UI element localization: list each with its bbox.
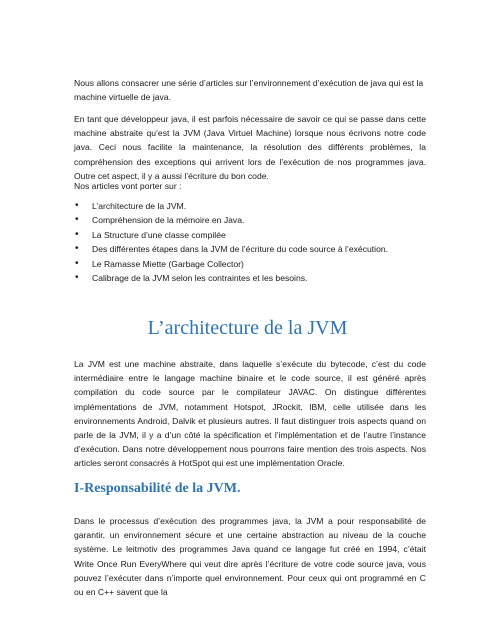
- list-item: • La Structure d’une classe compilée: [74, 228, 434, 242]
- intro-detail-paragraph: En tant que développeur java, il est parfois nécessaire de savoir ce qui se passe dans cette machine abstraite qu’est la JVM (Java Virtuel Machine) lorsque nous écrivons notre code java. Ceci nous facilite la maintenance, la résolution des différents problèmes, la compréhension des exceptions qui arrivent lors de l’exécution de nos programmes java. Outre cet aspect, il y a aussi l’écriture du bon code.: [74, 114, 426, 181]
- architecture-paragraph: La JVM est une machine abstraite, dans laquelle s’exécute du bytecode, c’est du code intermédiaire entre le langage machine binaire et le code source, il est généré après compilation du code source par le compilateur JAVAC. On distingue différentes implémentations de JVM, notamment Hotspot, JRockit, IBM, celle utilisée dans les environnements Android, Dalvik et plusieurs autres. Il faut distinguer trois aspects quand on parle de la JVM, il y a d’un côté la spécification et l’implémentation et de l’autre l’instance d’exécution. Dans notre développement nous pourrons faire mention des trois aspects. Nos articles seront consacrés à HotSpot qui est une implémentation Oracle.: [74, 359, 426, 469]
- list-item: • Le Ramasse Miette (Garbage Collector): [74, 257, 434, 271]
- list-item: • Des différentes étapes dans la JVM de l’écriture du code source à l’exécution.: [74, 242, 434, 256]
- intro-paragraph: Nous allons consacrer une série d’articles sur l’environnement d’exécution de java qui est la machine virtuelle de java.: [74, 78, 424, 103]
- section-heading-architecture: L’architecture de la JVM: [147, 317, 348, 339]
- topics-list: [74, 199, 434, 285]
- list-item: • L’architecture de la JVM.: [74, 199, 434, 213]
- section-heading-responsabilite: I-Responsabilité de la JVM.: [74, 481, 241, 496]
- list-item: • Calibrage de la JVM selon les contraintes et les besoins.: [74, 271, 434, 285]
- topics-lead: Nos articles vont porter sur :: [74, 181, 182, 191]
- responsabilite-paragraph: Dans le processus d’exécution des programmes java, la JVM a pour responsabilité de garantir, un environnement sécure et une certaine abstraction au niveau de la couche système. Le leitmotiv des programmes Java quand ce langage fut créé en 1994, c’était Write Once Run EveryWhere qui veut dire après l’écriture de votre code source java, vous pouvez l’exécuter dans n’importe quel environnement. Pour ceux qui ont programmé en C ou en C++ savent que la: [74, 516, 426, 598]
- list-item: • Compréhension de la mémoire en Java.: [74, 213, 434, 227]
